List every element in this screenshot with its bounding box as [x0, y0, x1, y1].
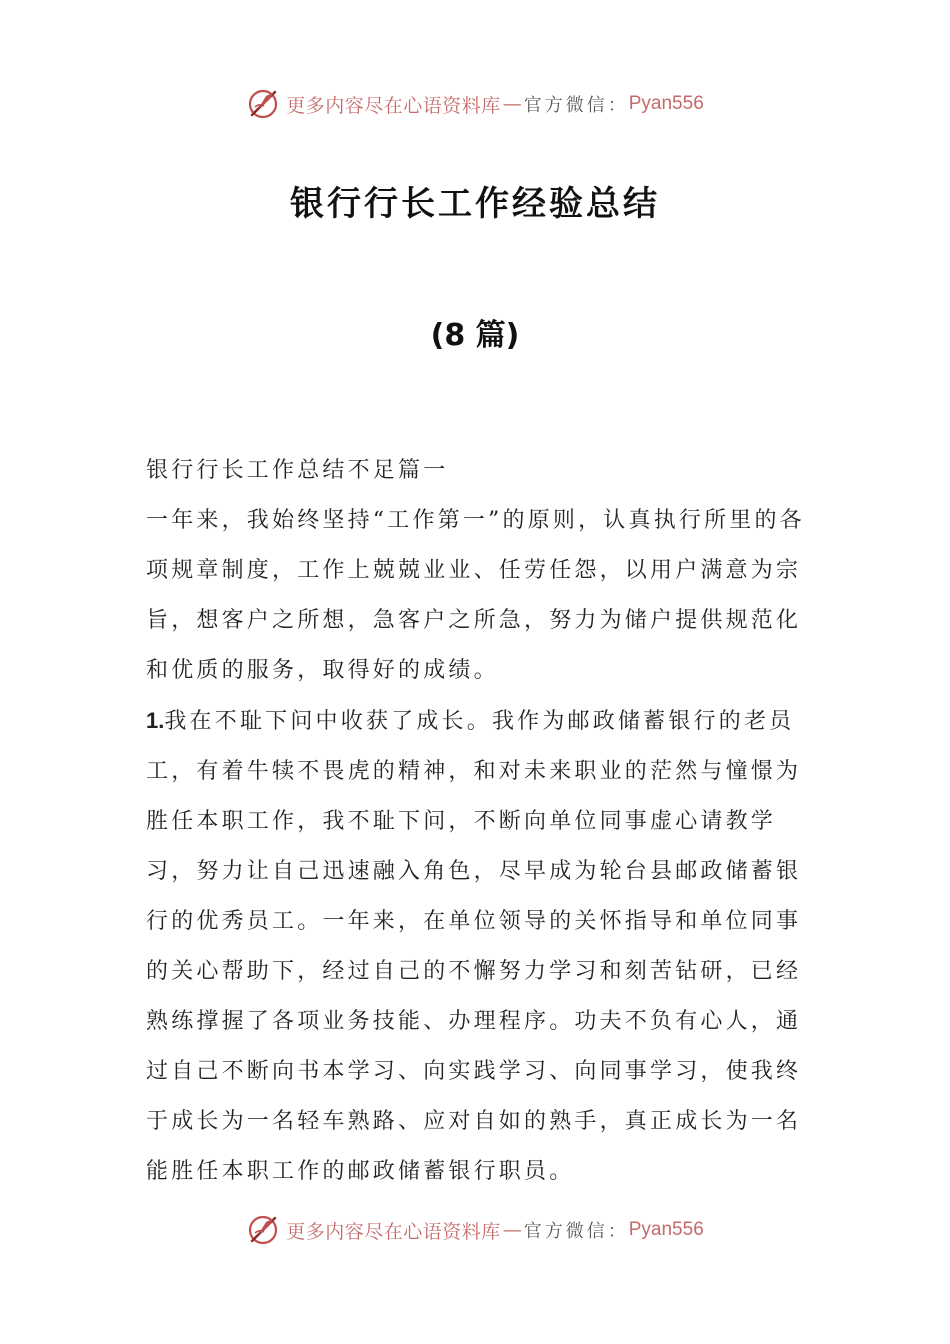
wechat-id: Pyan556: [628, 1219, 704, 1240]
banner-text: 更多内容尽在心语资料库: [286, 1220, 501, 1243]
paragraph-2: [146, 696, 806, 1197]
quill-logo-icon: [246, 1213, 280, 1247]
paragraph-1: 一年来，我始终坚持“工作第一”的原则，认真执行所里的各项规章制度，工作上兢兢业业、任劳任怨，以用户满意为宗旨，想客户之所想，急客户之所急，努力为储户提供规范化和优质的服务，取得好的成绩。: [146, 508, 805, 683]
wechat-id: Pyan556: [628, 93, 704, 114]
paragraph-2-text: 我在不耻下问中收获了成长。我作为邮政储蓄银行的老员工，有着牛犊不畏虎的精神，和对未来职业的茫然与憧憬为胜任本职工作，我不耻下问，不断向单位同事虚心请教学习，努力让自己迅速融入角色，尽早成为轮台县邮政储蓄银行的优秀员工。一年来，在单位领导的关怀指导和单位同事的关心帮助下，经过自己的不懈努力学习和刻苦钻研，已经熟练撑握了各项业务技能、办理程序。功夫不负有心人，通过自己不断向书本学习、向实践学习、向同事学习，使我终于成长为一名轻车熟路、应对自如的熟手，真正成长为一名能胜任本职工作的邮政储蓄银行职员。: [146, 709, 802, 1184]
quill-logo-icon: [246, 87, 280, 121]
header-banner: [0, 84, 950, 124]
section-heading: 银行行长工作总结不足篇一: [146, 458, 449, 483]
banner-dash: —: [502, 93, 522, 115]
paragraph-2-number: 1.: [146, 708, 165, 733]
banner-dash: —: [502, 1219, 522, 1241]
document-title: 银行行长工作经验总结: [290, 184, 660, 224]
banner-text: 更多内容尽在心语资料库: [286, 94, 501, 117]
document-body: [146, 446, 806, 1197]
footer-banner: [0, 1210, 950, 1250]
wechat-label: 官方微信：: [523, 95, 629, 116]
document-subtitle: (8 篇): [430, 318, 520, 353]
wechat-label: 官方微信：: [523, 1221, 629, 1242]
